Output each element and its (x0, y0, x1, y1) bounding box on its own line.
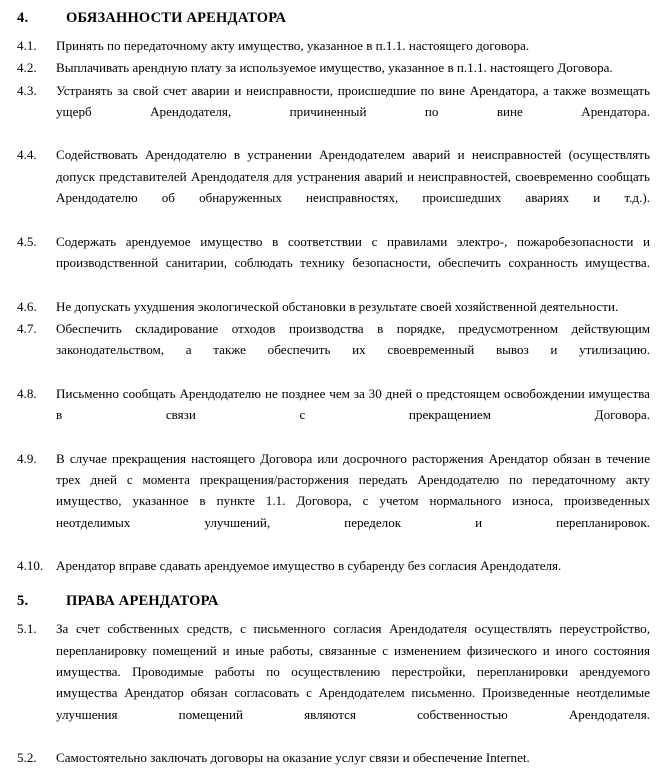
clause-body: За счет собственных средств, с письменного согласия Арендодателя осуществлять переустройство, перепланировку помещений и иные работы, связанные с изменением физического и иного состояния имущества. Проводимые работы по осуществлению перестройки, перепланировки арендуемого имущества Арендатор обязан согласовать с Арендодателем письменно. Произведенные неотделимые улучшения помещений являются собственностью Арендодателя. (56, 621, 650, 722)
section-heading-4 (17, 8, 650, 29)
clause-4-9 (17, 448, 650, 554)
clause-number: 4.8. (17, 385, 37, 401)
clause-4-3 (17, 80, 650, 144)
clause-number: 4.9. (17, 450, 37, 466)
clause-body: Самостоятельно заключать договоры на оказание услуг связи и обеспечение Internet. (56, 750, 530, 766)
section-number: 5. (17, 593, 29, 610)
clause-number: 4.1. (17, 38, 37, 53)
clause-number: 4.6. (17, 298, 37, 314)
clause-4-10 (17, 555, 650, 576)
clause-4-6 (17, 296, 650, 317)
clause-number: 4.4. (17, 147, 37, 163)
clause-number: 4.10. (17, 558, 44, 574)
clause-number: 4.5. (17, 233, 37, 249)
clause-body: Содействовать Арендодателю в устранении Арендодателем аварий и неисправностей (осуществлять допуск представителей Арендодателя для устранения аварий и неисправностей, своевременно сообщать Арендодателю об обнаруженных неисправностях, происшедших авариях и т.д.). (56, 147, 650, 206)
section-title: ОБЯЗАННОСТИ АРЕНДАТОРА (66, 10, 287, 26)
clause-number: 4.2. (17, 60, 37, 76)
clause-4-8 (17, 383, 650, 447)
clause-body: Принять по передаточному акту имущество, указанное в п.1.1. настоящего договора. (56, 38, 530, 53)
clause-number: 5.1. (17, 621, 37, 637)
section-heading-5 (17, 591, 650, 612)
clause-number: 5.2. (17, 750, 37, 766)
clause-body: Арендатор вправе сдавать арендуемое имущество в субаренду без согласия Арендодателя. (56, 558, 562, 574)
clause-4-4 (17, 144, 650, 229)
clause-body: Не допускать ухудшения экологической обстановки в результате своей хозяйственной деятельности. (56, 298, 619, 314)
clause-number: 4.7. (17, 320, 37, 336)
clause-body: Обеспечить складирование отходов производства в порядке, предусмотренном действующим законодательством, а также обеспечить их своевременный вывоз и утилизацию. (56, 320, 650, 358)
clause-4-7 (17, 318, 650, 382)
clause-4-2 (17, 57, 650, 78)
clause-body: Устранять за свой счет аварии и неисправности, происшедшие по вине Арендатора, а также возмещать ущерб Арендодателя, причиненный по вине Арендатора. (56, 82, 650, 119)
clause-body: В случае прекращения настоящего Договора или досрочного расторжения Арендатор обязан в течение трех дней с момента прекращения/расторжения передать Арендодателю по передаточному акту имущество, указанное в пункте 1.1. Договора, с учетом нормального износа, произведенных неотделимых улучшений, переделок и перепланировок. (56, 450, 650, 530)
clause-4-5 (17, 231, 650, 295)
clause-4-1 (17, 35, 650, 56)
clause-body: Письменно сообщать Арендодателю не позднее чем за 30 дней о предстоящем освобождении имущества в связи с прекращением Договора. (56, 385, 650, 423)
clause-5-2 (17, 747, 650, 768)
clause-body: Содержать арендуемое имущество в соответствии с правилами электро-, пожаробезопасности и производственной санитарии, соблюдать технику безопасности, обеспечить сохранность имущества. (56, 233, 650, 270)
clause-number: 4.3. (17, 82, 37, 98)
section-number: 4. (17, 10, 29, 26)
section-title: ПРАВА АРЕНДАТОРА (66, 593, 219, 610)
clause-body: Выплачивать арендную плату за используемое имущество, указанное в п.1.1. настоящего Договора. (56, 60, 613, 76)
clause-5-1 (17, 618, 650, 746)
